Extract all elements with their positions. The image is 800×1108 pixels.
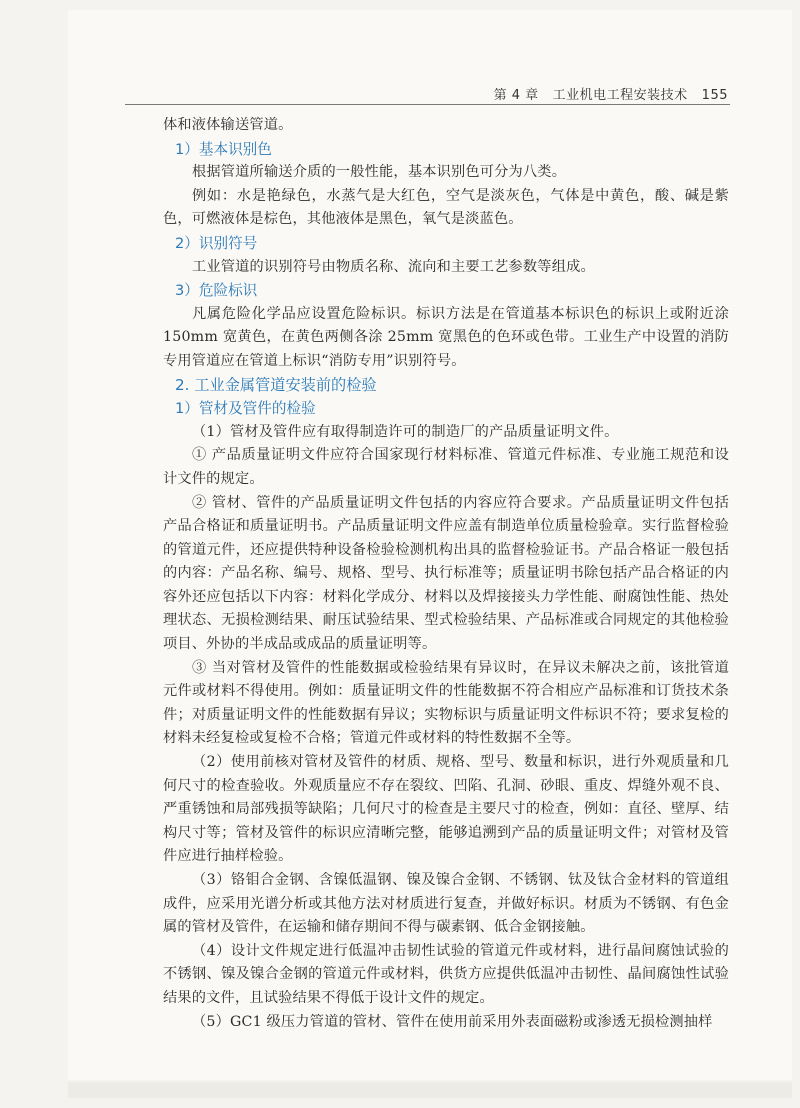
paragraph: （3）铬钼合金钢、含镍低温钢、镍及镍合金钢、不锈钢、钛及钛合金材料的管道组成件，应采用光谱分析或其他方法对材质进行复查，并做好标识。材质为不锈钢、有色金属的管材及管件，在运输和储存期间不得与碳素钢、低合金钢接触。: [163, 872, 729, 936]
paragraph: （1）管材及管件应有取得制造许可的制造厂的产品质量证明文件。: [192, 423, 619, 440]
section-heading-inspection: 2. 工业金属管道安装前的检验: [175, 375, 377, 394]
page-bottom-edge: [68, 1082, 792, 1098]
running-header: [494, 84, 728, 103]
chapter-title: 工业机电工程安装技术: [552, 88, 688, 103]
paragraph: 凡属危险化学品应设置危险标识。标识方法是在管道基本标识色的标识上或附近涂 150mm 宽黄色，在黄色两侧各涂 25mm 宽黑色的色环或色带。工业生产中设置的消防专用管道应在管道上标识“消防专用”识别符号。: [163, 305, 729, 369]
paragraph: （2）使用前核对管材及管件的材质、规格、型号、数量和标识，进行外观质量和几何尺寸的检查验收。外观质量应不存在裂纹、凹陷、孔洞、砂眼、重皮、焊缝外观不良、严重锈蚀和局部残损等缺陷；几何尺寸的检查是主要尺寸的检查，例如：直径、壁厚、结构尺寸等；管材及管件的标识应清晰完整，能够追溯到产品的质量证明文件；对管材及管件应进行抽样检验。: [163, 754, 729, 865]
paragraph: 体和液体输送管道。: [163, 117, 293, 133]
paragraph: ① 产品质量证明文件应符合国家现行材料标准、管道元件标准、专业施工规范和设计文件的规定。: [163, 447, 729, 487]
subheading-pipe-inspection: 1）管材及管件的检验: [175, 400, 316, 418]
paragraph: ② 管材、管件的产品质量证明文件包括的内容应符合要求。产品质量证明文件包括产品合格证和质量证明书。产品质量证明文件应盖有制造单位质量检验章。实行监督检验的管道元件，还应提供特种设备检验检测机构出具的监督检验证书。产品合格证一般包括的内容：产品名称、编号、规格、型号、执行标准等；质量证明书除包括产品合格证的内容外还应包括以下内容：材料化学成分、材料以及焊接接头力学性能、耐腐蚀性能、热处理状态、无损检测结果、耐压试验结果、型式检验结果、产品标准或合同规定的其他检验项目、外协的半成品或成品的质量证明等。: [163, 494, 729, 653]
page-number: 155: [701, 88, 728, 103]
subheading-hazard-mark: 3）危险标识: [175, 282, 258, 300]
body-content: [163, 114, 729, 1034]
paragraph: ③ 当对管材及管件的性能数据或检验结果有异议时，在异议未解决之前，该批管道元件或材料不得使用。例如：质量证明文件的性能数据不符合相应产品标准和订货技术条件；对质量证明文件的性能数据有异议；实物标识与质量证明文件标识不符；要求复检的材料未经复检或复检不合格；管道元件或材料的特性数据不全等。: [163, 659, 729, 747]
header-rule: [125, 104, 730, 105]
paragraph: （4）设计文件规定进行低温冲击韧性试验的管道元件或材料，进行晶间腐蚀试验的不锈钢、镍及镍合金钢的管道元件或材料，供货方应提供低温冲击韧性、晶间腐蚀性试验结果的文件，且试验结果不得低于设计文件的规定。: [163, 942, 729, 1006]
subheading-id-symbol: 2）识别符号: [175, 234, 258, 252]
paragraph: 工业管道的识别符号由物质名称、流向和主要工艺参数等组成。: [192, 258, 595, 275]
subheading-basic-color: 1）基本识别色: [175, 140, 272, 158]
paragraph: 例如：水是艳绿色，水蒸气是大红色，空气是淡灰色，气体是中黄色，酸、碱是紫色，可燃液体是棕色，其他液体是黑色，氧气是淡蓝色。: [163, 187, 729, 228]
paragraph: 根据管道所输送介质的一般性能，基本识别色可分为八类。: [192, 164, 567, 181]
paragraph: （5）GC1 级压力管道的管材、管件在使用前采用外表面磁粉或渗透无损检测抽样: [192, 1013, 713, 1030]
chapter-number: 第 4 章: [493, 88, 539, 103]
